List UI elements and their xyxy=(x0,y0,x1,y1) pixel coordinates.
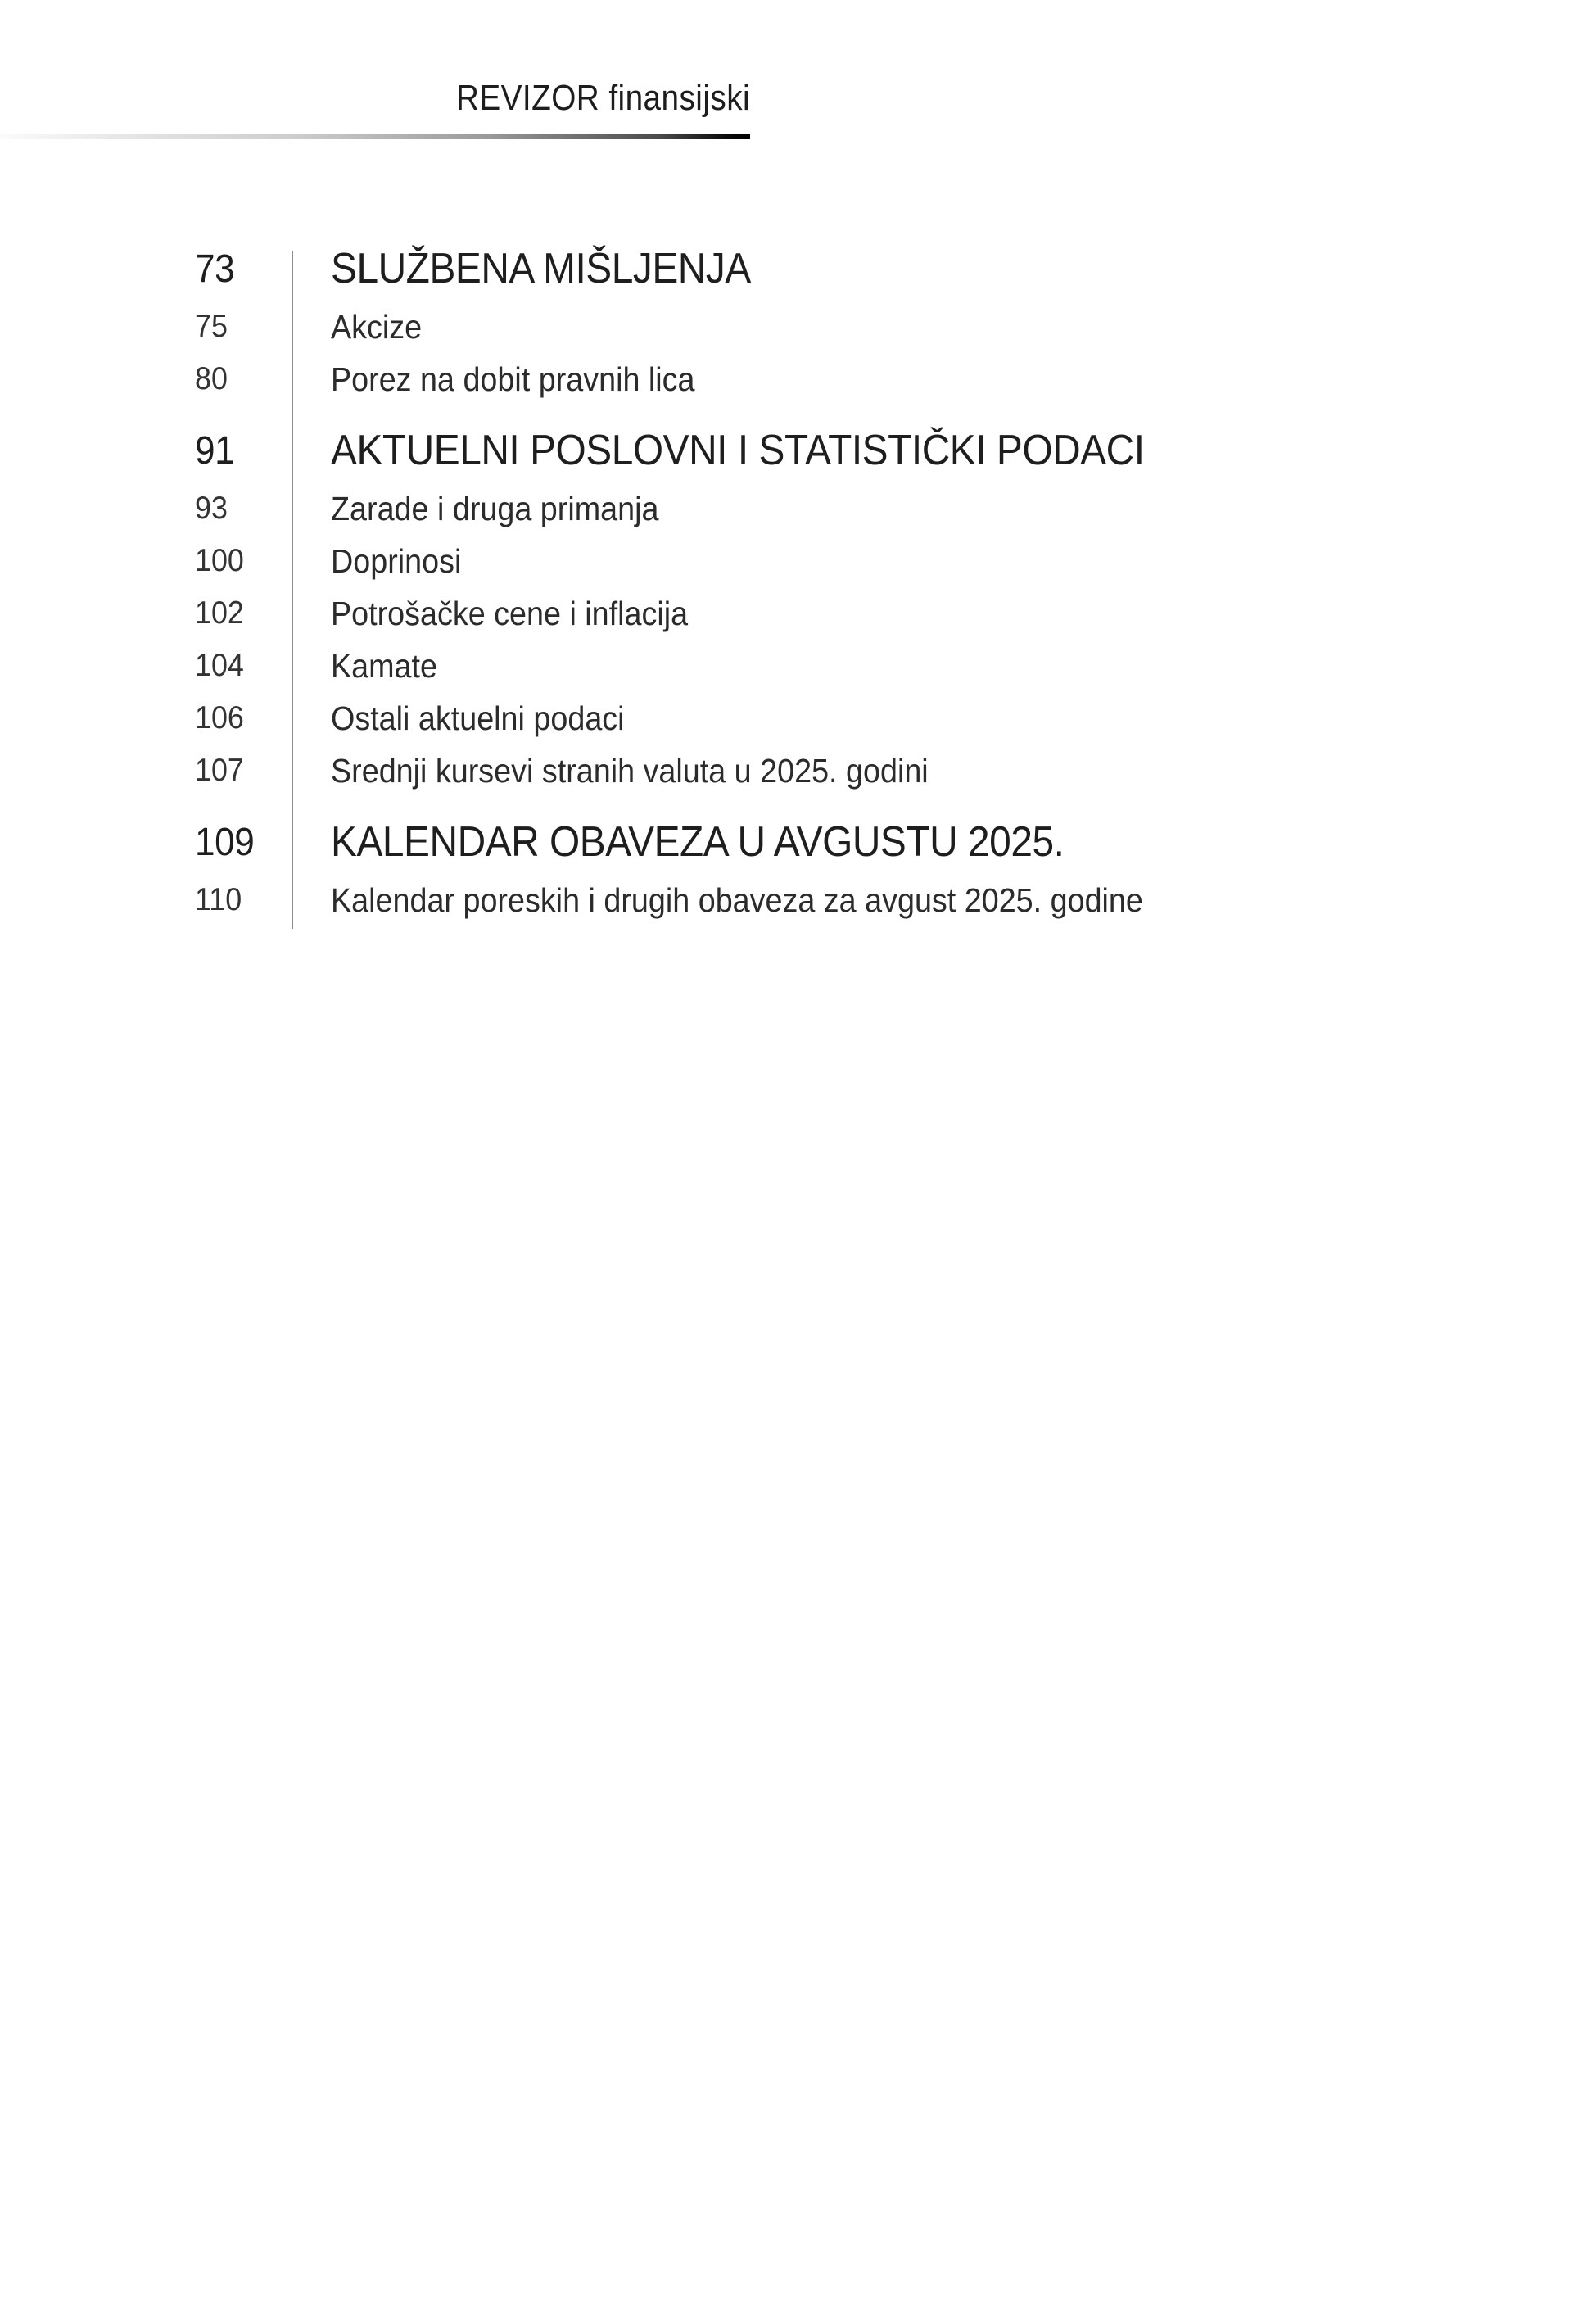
toc-row xyxy=(195,482,1521,535)
toc-row xyxy=(195,301,1521,353)
toc-page-number: 73 xyxy=(195,247,235,291)
toc-row xyxy=(195,353,1521,405)
journal-title xyxy=(0,77,750,120)
toc-page-number: 91 xyxy=(195,428,235,473)
toc-entry-title: AKTUELNI POSLOVNI I STATISTIČKI PODACI xyxy=(331,427,1145,474)
toc-entry-title: Doprinosi xyxy=(331,541,462,580)
toc-page-number: 80 xyxy=(195,361,228,396)
toc-entry-title: Akcize xyxy=(331,307,423,346)
toc-row xyxy=(195,640,1521,692)
toc-page-number: 109 xyxy=(195,820,255,864)
toc-page-number: 100 xyxy=(195,543,244,578)
toc-section-row xyxy=(195,422,1521,479)
toc-entry-title: SLUŽBENA MIŠLJENJA xyxy=(331,245,751,292)
toc-section-row xyxy=(195,813,1521,871)
toc-entry-title: Srednji kursevi stranih valuta u 2025. godini xyxy=(331,751,929,790)
toc-page-number: 104 xyxy=(195,648,244,683)
toc-page-number: 93 xyxy=(195,491,228,526)
toc-row xyxy=(195,692,1521,745)
toc-entry-title: KALENDAR OBAVEZA U AVGUSTU 2025. xyxy=(331,818,1065,866)
toc-entry-title: Potrošačke cene i inflacija xyxy=(331,594,689,632)
table-of-contents xyxy=(195,240,1521,926)
toc-entry-title: Kamate xyxy=(331,646,438,685)
toc-page-number: 75 xyxy=(195,309,228,344)
journal-title-text: REVIZOR finansijski xyxy=(455,78,750,118)
toc-page-number: 107 xyxy=(195,753,244,788)
toc-row xyxy=(195,535,1521,587)
toc-page-number: 102 xyxy=(195,595,244,631)
toc-row xyxy=(195,874,1521,926)
toc-page-number: 106 xyxy=(195,700,244,736)
toc-entry-title: Ostali aktuelni podaci xyxy=(331,699,625,737)
toc-entry-title: Porez na dobit pravnih lica xyxy=(331,360,695,398)
toc-entry-title: Kalendar poreskih i drugih obaveza za avgust 2025. godine xyxy=(331,880,1143,919)
toc-row xyxy=(195,587,1521,640)
toc-row xyxy=(195,745,1521,797)
header-divider xyxy=(0,134,750,139)
toc-page-number: 110 xyxy=(195,882,242,917)
toc-section-row xyxy=(195,240,1521,297)
toc-entry-title: Zarade i druga primanja xyxy=(331,489,659,527)
